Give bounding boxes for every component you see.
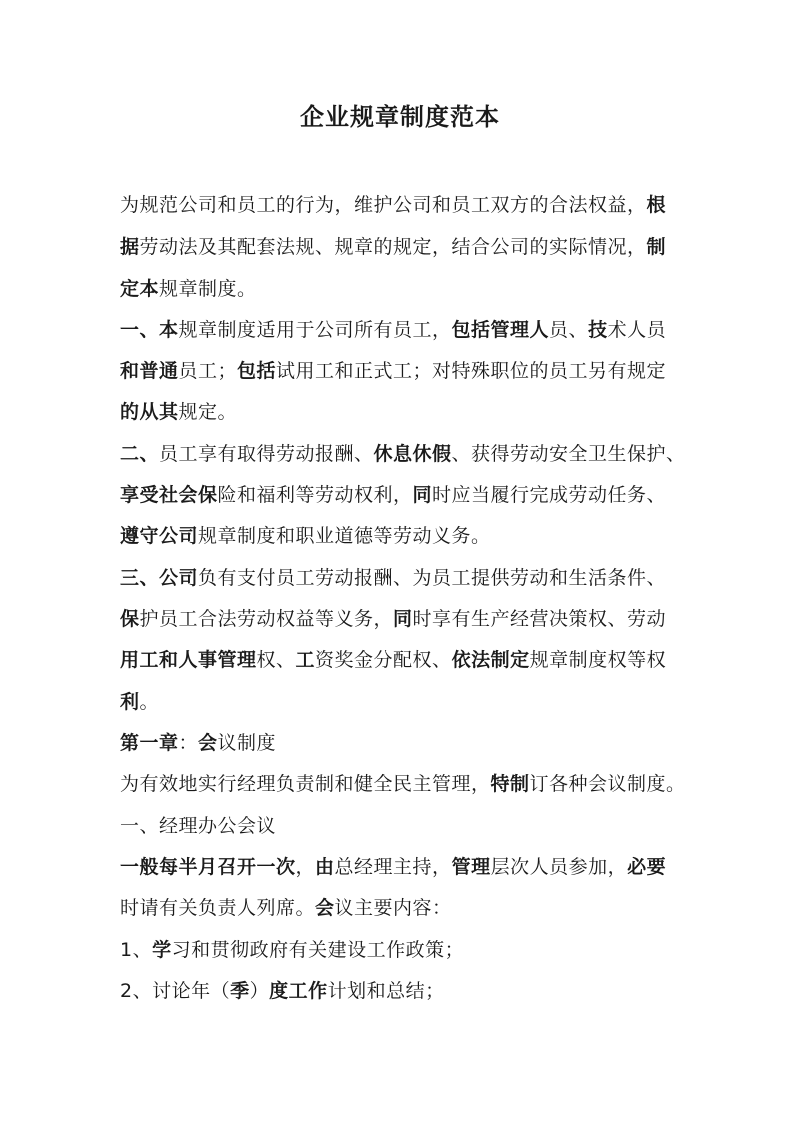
text-segment: 订各种会议制度。: [529, 773, 686, 795]
text-segment: 1、: [120, 939, 153, 961]
text-segment: 层次人员参加，: [490, 856, 628, 878]
text-segment: 员工享有取得劳动报酬、: [159, 443, 374, 465]
bold-text-segment: 保: [120, 608, 140, 630]
body-line: [120, 232, 700, 262]
bold-text-segment: 据: [120, 236, 140, 258]
document-title: 企业规章制度范本: [300, 103, 500, 131]
bold-text-segment: 一般每半月召开一次: [120, 856, 296, 878]
bold-text-segment: 由: [315, 856, 335, 878]
text-segment: 一、经理办公会议: [120, 815, 277, 837]
bold-text-segment: 休息休假: [373, 443, 452, 465]
bold-text-segment: 遵守公司: [120, 525, 199, 547]
body-line: [120, 893, 700, 923]
body-line: [120, 645, 700, 675]
text-segment: 规章制度适用于公司所有员工，: [178, 319, 452, 341]
text-segment: 时请有关负责人列席。: [120, 897, 316, 919]
text-segment: 为有效地实行经理负责制和健全民主管理，: [120, 773, 491, 795]
text-segment: 规章制度权等权: [529, 649, 667, 671]
text-segment: ：: [178, 732, 199, 754]
bold-text-segment: 享受社会保: [120, 484, 218, 506]
text-segment: 负有支付员工劳动报酬、为员工提供劳动和生活条件、: [198, 567, 667, 589]
text-segment: 规章制度。: [159, 278, 257, 300]
bold-text-segment: 同: [393, 608, 413, 630]
body-line: [120, 274, 700, 304]
text-segment: 习和贯彻政府有关建设工作政策；: [171, 939, 465, 961]
text-segment: 员工；: [178, 360, 238, 382]
bold-text-segment: 工: [295, 649, 316, 671]
body-line: [120, 935, 700, 965]
text-segment: 时享有生产经营决策权、劳动: [412, 608, 667, 630]
text-segment: 资奖金分配权、: [315, 649, 452, 671]
text-segment: 、获得劳动安全卫生保护、: [451, 443, 686, 465]
bold-text-segment: 必要: [627, 856, 667, 878]
text-segment: 员、: [549, 319, 589, 341]
text-segment: 权、: [256, 649, 296, 671]
body-line: [120, 439, 700, 469]
body-line: [120, 976, 700, 1006]
body-line: [120, 811, 700, 841]
bold-text-segment: 定本: [120, 278, 160, 300]
bold-text-segment: 学: [152, 939, 172, 961]
body-line: [120, 769, 700, 799]
body-line: [120, 604, 700, 634]
bold-text-segment: 会: [198, 732, 218, 754]
body-line: [120, 852, 700, 882]
text-segment: 规定。: [178, 401, 238, 423]
text-segment: 劳动法及其配套法规、规章的规定，结合公司的实际情况，: [139, 236, 647, 258]
bold-text-segment: 包括管理人: [451, 319, 550, 341]
bold-text-segment: 第一章: [120, 732, 179, 754]
bold-text-segment: 管理: [451, 856, 491, 878]
text-segment: ）: [249, 980, 270, 1002]
body-line: [120, 480, 700, 510]
bold-text-segment: 二、: [120, 443, 160, 465]
bold-text-segment: 度工作: [269, 980, 328, 1002]
text-segment: 总经理主持，: [334, 856, 452, 878]
body-line: [120, 687, 700, 717]
bold-text-segment: 依法制定: [451, 649, 530, 671]
text-segment: 险和福利等劳动权利，: [217, 484, 413, 506]
bold-text-segment: 特制: [490, 773, 530, 795]
text-segment: 试用工和正式工；对特殊职位的员工另有规定: [276, 360, 667, 382]
text-segment: ，: [295, 856, 316, 878]
bold-text-segment: 包括: [237, 360, 277, 382]
text-segment: 议主要内容：: [334, 897, 452, 919]
bold-text-segment: 和普通: [120, 360, 179, 382]
body-line: [120, 315, 700, 345]
text-segment: 为规范公司和员工的行为，维护公司和员工双方的合法权益，: [120, 194, 647, 216]
text-segment: 计划和总结；: [327, 980, 445, 1002]
text-segment: 时应当履行完成劳动任务、: [432, 484, 667, 506]
body-line: [120, 356, 700, 386]
body-line: [120, 521, 700, 551]
bold-text-segment: 一、本: [120, 319, 179, 341]
text-segment: 术人员: [607, 319, 667, 341]
bold-text-segment: 同: [412, 484, 433, 506]
text-segment: 2、讨论年（: [120, 980, 231, 1002]
bold-text-segment: 的从其: [120, 401, 179, 423]
body-line: [120, 728, 700, 758]
text-segment: 。: [139, 691, 160, 713]
bold-text-segment: 根: [646, 194, 667, 216]
text-segment: 规章制度和职业道德等劳动义务。: [198, 525, 491, 547]
bold-text-segment: 用工和人事管理: [120, 649, 257, 671]
body-line: [120, 190, 700, 220]
bold-text-segment: 会: [315, 897, 335, 919]
bold-text-segment: 技: [588, 319, 608, 341]
body-line: [120, 563, 700, 593]
bold-text-segment: 季: [230, 980, 250, 1002]
body-line: [120, 397, 700, 427]
bold-text-segment: 利: [120, 691, 140, 713]
bold-text-segment: 制: [646, 236, 667, 258]
text-segment: 护员工合法劳动权益等义务，: [139, 608, 394, 630]
bold-text-segment: 三、公司: [120, 567, 199, 589]
text-segment: 议制度: [217, 732, 277, 754]
